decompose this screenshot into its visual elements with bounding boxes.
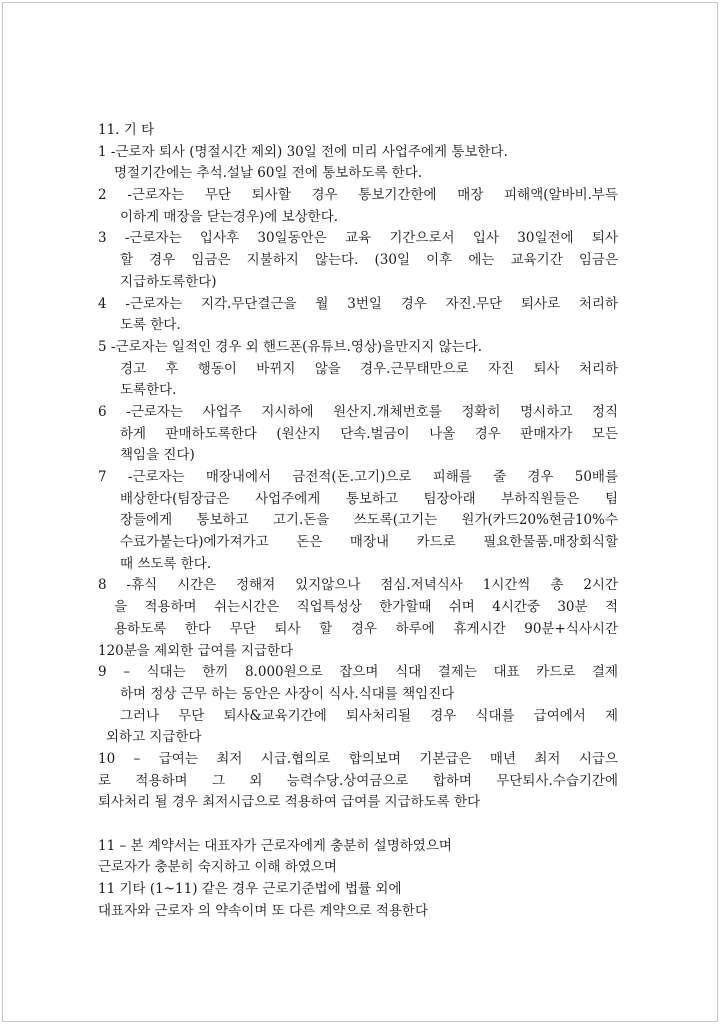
clause-line: 도록 한다. xyxy=(120,317,181,334)
clause-line: 때 쓰도록 한다. xyxy=(120,555,212,572)
clause-line: 8 -휴식 시간은 정해져 있지않으나 점심.저녁식사 1시간씩 총 2시간 xyxy=(98,577,618,594)
clause-line: 6 -근로자는 사업주 지시하에 원산지.개체번호를 정확히 명시하고 정직 xyxy=(98,403,618,420)
clause-line: 을 적용하며 쉬는시간은 직업특성상 한가할때 쉬며 4시간중 30분 적 xyxy=(114,599,618,616)
clause-line: 도록한다. xyxy=(120,382,177,399)
clause-line: 5 -근로자는 일적인 경우 외 핸드폰(유튜브.영상)을만지지 않는다. xyxy=(98,338,483,355)
clause-line: 로 적용하며 그 외 능력수당.상여금으로 합하며 무단퇴사.수습기간에 xyxy=(98,772,618,789)
clause-line: 그러나 무단 퇴사&교육기간에 퇴사처리될 경우 식대를 급여에서 제 xyxy=(120,707,618,724)
clause-line: 장들에게 통보하고 고기.돈을 쓰도록(고기는 원가(카드20%현금10%수 xyxy=(120,512,618,529)
clause-line: 근로자가 충분히 숙지하고 이해 하였으며 xyxy=(98,859,337,876)
clause-list xyxy=(98,142,618,923)
clause-line: 1 -근로자 퇴사 (명절시간 제외) 30일 전에 미리 사업주에게 통보한다. xyxy=(98,143,508,160)
clause-line: 4 -근로자는 지각.무단결근을 월 3번일 경우 자진.무단 퇴사로 처리하 xyxy=(98,295,618,312)
clause-line: 11 기타 (1~11) 같은 경우 근로기준법에 법률 외에 xyxy=(98,881,402,898)
clause-line: 이하게 매장을 닫는경우)에 보상한다. xyxy=(120,208,339,225)
clause-line: 용하도록 한다 무단 퇴사 할 경우 하루에 휴게시간 90분+식사시간 xyxy=(114,620,618,637)
clause-line: 하며 정상 근무 하는 동안은 사장이 식사.식대를 책임진다 xyxy=(120,685,455,702)
clause-line: 할 경우 임금은 지불하지 않는다. (30일 이후 에는 교육기간 임금은 xyxy=(120,252,618,269)
clause-line: 10 – 급여는 최저 시급.협의로 합의보며 기본급은 매년 최저 시급으 xyxy=(98,750,618,767)
clause-line: 수료가붙는다)에가져가고 돈은 매장내 카드로 필요한물품.매장회식할 xyxy=(120,534,618,551)
clause-line: 책임을 진다) xyxy=(120,447,195,464)
document-body xyxy=(98,120,618,922)
clause-line: 배상한다(팀장급은 사업주에게 통보하고 팀장아래 부하직원들은 팀 xyxy=(120,490,618,507)
clause-line: 퇴사처리 될 경우 최저시급으로 적용하여 급여를 지급하도록 한다 xyxy=(98,794,481,811)
clause-line: 120분을 제외한 급여를 지급한다 xyxy=(98,642,294,659)
clause-line: 9 – 식대는 한끼 8.000원으로 잡으며 식대 결제는 대표 카드로 결제 xyxy=(98,664,618,681)
clause-line: 하게 판매하도록한다 (원산지 단속.벌금이 나올 경우 판매자가 모든 xyxy=(120,425,618,442)
clause-line: 2 -근로자는 무단 퇴사할 경우 통보기간한에 매장 피해액(알바비.부득 xyxy=(98,187,618,204)
clause-line: 3 -근로자는 입사후 30일동안은 교육 기간으로서 입사 30일전에 퇴사 xyxy=(98,230,618,247)
clause-line: 대표자와 근로자 의 약속이며 또 다른 계약으로 적용한다 xyxy=(98,902,428,919)
clause-line: 명절기간에는 추석.설날 60일 전에 통보하도록 한다. xyxy=(114,165,423,182)
clause-line: 7 -근로자는 매장내에서 금전적(돈.고기)으로 피해를 줄 경우 50배를 xyxy=(98,469,618,485)
clause-line: 11 – 본 계약서는 대표자가 근로자에게 충분히 설명하였으며 xyxy=(98,837,452,854)
clause-line: 경고 후 행동이 바뀌지 않을 경우.근무태만으로 자진 퇴사 처리하 xyxy=(120,360,618,377)
clause-line: 지급하도록한다) xyxy=(120,273,217,290)
blank-line xyxy=(98,814,618,836)
clause-line: 외하고 지급한다 xyxy=(106,729,202,746)
section-title: 11. 기 타 xyxy=(98,122,155,138)
